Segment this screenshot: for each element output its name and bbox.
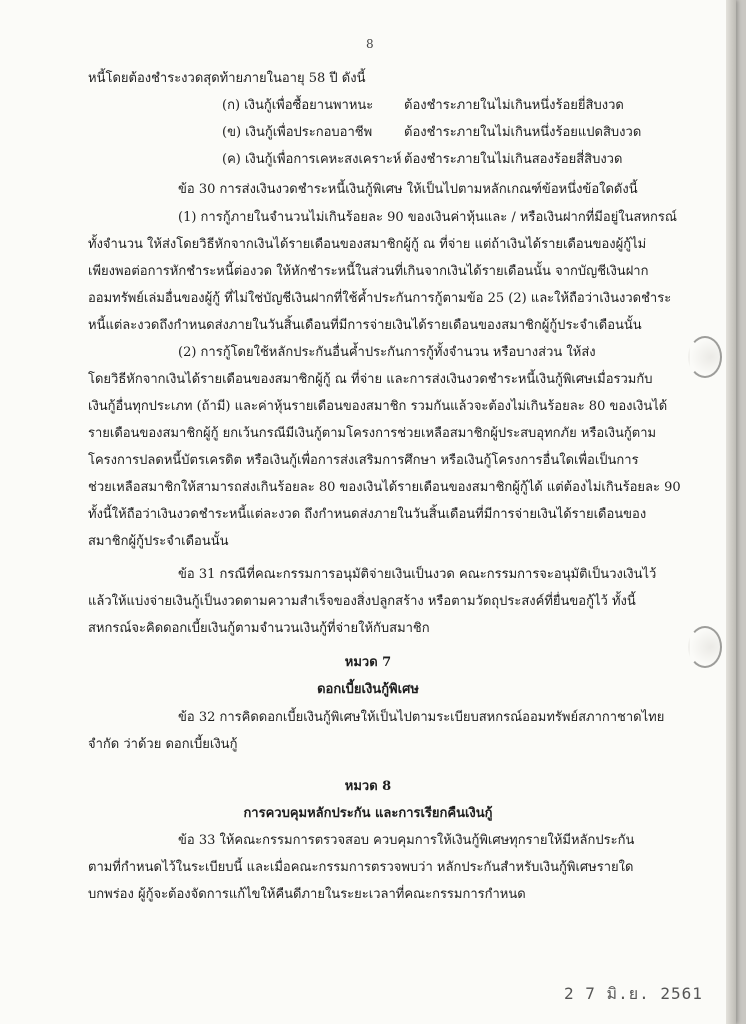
loan-item-occupation: (ข) เงินกู้เพื่อประกอบอาชีพ	[222, 125, 373, 140]
section-7-number: หมวด 7	[344, 655, 392, 670]
clause-30-2-line: เงินกู้อื่นทุกประเภท (ถ้ามี) และค่าหุ้นรายเดือนของสมาชิก รวมกันแล้วจะต้องไม่เกินร้อยละ 80 ของเงินได้	[88, 399, 668, 414]
loan-term-housing: ต้องชำระภายในไม่เกินสองร้อยสี่สิบงวด	[404, 152, 623, 167]
clause-30-2-line: สมาชิกผู้กู้ประจำเดือนนั้น	[88, 534, 229, 549]
clause-31-line: สหกรณ์จะคิดดอกเบี้ยเงินกู้ตามจำนวนเงินกู้ที่จ่ายให้กับสมาชิก	[88, 621, 430, 636]
page-edge	[726, 0, 736, 1024]
clause-30-1-line: ออมทรัพย์เล่มอื่นของผู้กู้ ที่ไม่ใช่บัญชีเงินฝากที่ใช้ค้ำประกันการกู้ตามข้อ 25 (2) และให้ถือว่าเงินงวดชำระ	[88, 291, 672, 306]
loan-term-occupation: ต้องชำระภายในไม่เกินหนึ่งร้อยแปดสิบงวด	[404, 125, 642, 140]
clause-30-2-line: (2) การกู้โดยใช้หลักประกันอื่นค้ำประกันการกู้ทั้งจำนวน หรือบางส่วน ให้ส่ง	[178, 345, 596, 360]
clause-30-2-line: ช่วยเหลือสมาชิกให้สามารถส่งเกินร้อยละ 80 ของเงินได้รายเดือนของสมาชิกผู้กู้ได้ แต่ต้องไม่เกินร้อยละ 90	[88, 480, 681, 495]
loan-term-vehicle: ต้องชำระภายในไม่เกินหนึ่งร้อยยี่สิบงวด	[404, 98, 624, 113]
clause-30-1-line: หนี้แต่ละงวดถึงกำหนดส่งภายในวันสิ้นเดือนที่มีการจ่ายเงินได้รายเดือนของสมาชิกผู้กู้ประจำเดือนนั้น	[88, 318, 642, 333]
section-8-number: หมวด 8	[344, 779, 392, 794]
clause-32-line: ข้อ 32 การคิดดอกเบี้ยเงินกู้พิเศษให้เป็นไปตามระเบียบสหกรณ์ออมทรัพย์สภากาชาดไทย	[178, 710, 665, 725]
loan-item-housing: (ค) เงินกู้เพื่อการเคหะสงเคราะห์	[222, 152, 402, 167]
text-line: หนี้โดยต้องชำระงวดสุดท้ายภายในอายุ 58 ปี ดังนี้	[88, 71, 366, 86]
clause-30-2-line: โดยวิธีหักจากเงินได้รายเดือนของสมาชิกผู้กู้ ณ ที่จ่าย และการส่งเงินงวดชำระหนี้เงินกู้พิเศษเมื่อรวมกับ	[88, 372, 653, 387]
clause-30-heading: ข้อ 30 การส่งเงินงวดชำระหนี้เงินกู้พิเศษ ให้เป็นไปตามหลักเกณฑ์ข้อหนึ่งข้อใดดังนี้	[178, 182, 638, 197]
clause-30-2-line: รายเดือนของสมาชิกผู้กู้ ยกเว้นกรณีมีเงินกู้ตามโครงการช่วยเหลือสมาชิกผู้ประสบอุทกภัย หรือเงินกู้ตาม	[88, 426, 657, 441]
clause-30-2-line: โครงการปลดหนี้บัตรเครดิต หรือเงินกู้เพื่อการส่งเสริมการศึกษา หรือเงินกู้โครงการอื่นใดเพื่อเป็นการ	[88, 453, 639, 468]
date-stamp: 2 7 มิ.ย. 2561	[564, 984, 703, 1003]
clause-30-1-line: เพียงพอต่อการหักชำระหนี้ต่องวด ให้หักชำระหนี้ในส่วนที่เกินจากเงินได้รายเดือนนั้น จากบัญชีเงินฝาก	[88, 264, 649, 279]
clause-30-1-line: (1) การกู้ภายในจำนวนไม่เกินร้อยละ 90 ของเงินค่าหุ้นและ / หรือเงินฝากที่มีอยู่ในสหกรณ์	[178, 210, 677, 225]
loan-item-vehicle: (ก) เงินกู้เพื่อซื้อยานพาหนะ	[222, 98, 374, 113]
section-7-title: ดอกเบี้ยเงินกู้พิเศษ	[317, 682, 419, 697]
clause-33-line: บกพร่อง ผู้กู้จะต้องจัดการแก้ไขให้คืนดีภายในระยะเวลาที่คณะกรรมการกำหนด	[88, 887, 526, 902]
clause-33-line: ข้อ 33 ให้คณะกรรมการตรวจสอบ ควบคุมการให้เงินกู้พิเศษทุกรายให้มีหลักประกัน	[178, 833, 635, 848]
punch-hole	[688, 336, 722, 378]
clause-31-line: ข้อ 31 กรณีที่คณะกรรมการอนุมัติจ่ายเงินเป็นงวด คณะกรรมการจะอนุมัติเป็นวงเงินไว้	[178, 567, 657, 582]
page-number: 8	[366, 37, 374, 51]
section-8-title: การควบคุมหลักประกัน และการเรียกคืนเงินกู้	[243, 806, 493, 821]
clause-31-line: แล้วให้แบ่งจ่ายเงินกู้เป็นงวดตามความสำเร็จของสิ่งปลูกสร้าง หรือตามวัตถุประสงค์ที่ยื่นขอกู้ไว้ ทั้งนี้	[88, 594, 636, 609]
clause-32-line: จำกัด ว่าด้วย ดอกเบี้ยเงินกู้	[88, 737, 238, 752]
clause-33-line: ตามที่กำหนดไว้ในระเบียบนี้ และเมื่อคณะกรรมการตรวจพบว่า หลักประกันสำหรับเงินกู้พิเศษรายใด	[88, 860, 634, 875]
clause-30-2-line: ทั้งนี้ให้ถือว่าเงินงวดชำระหนี้แต่ละงวด ถึงกำหนดส่งภายในวันสิ้นเดือนที่มีการจ่ายเงินได้รายเดือนของ	[88, 507, 647, 522]
clause-30-1-line: ทั้งจำนวน ให้ส่งโดยวิธีหักจากเงินได้รายเดือนของสมาชิกผู้กู้ ณ ที่จ่าย แต่ถ้าเงินได้รายเดือนของผู้กู้ไม่	[88, 237, 647, 252]
